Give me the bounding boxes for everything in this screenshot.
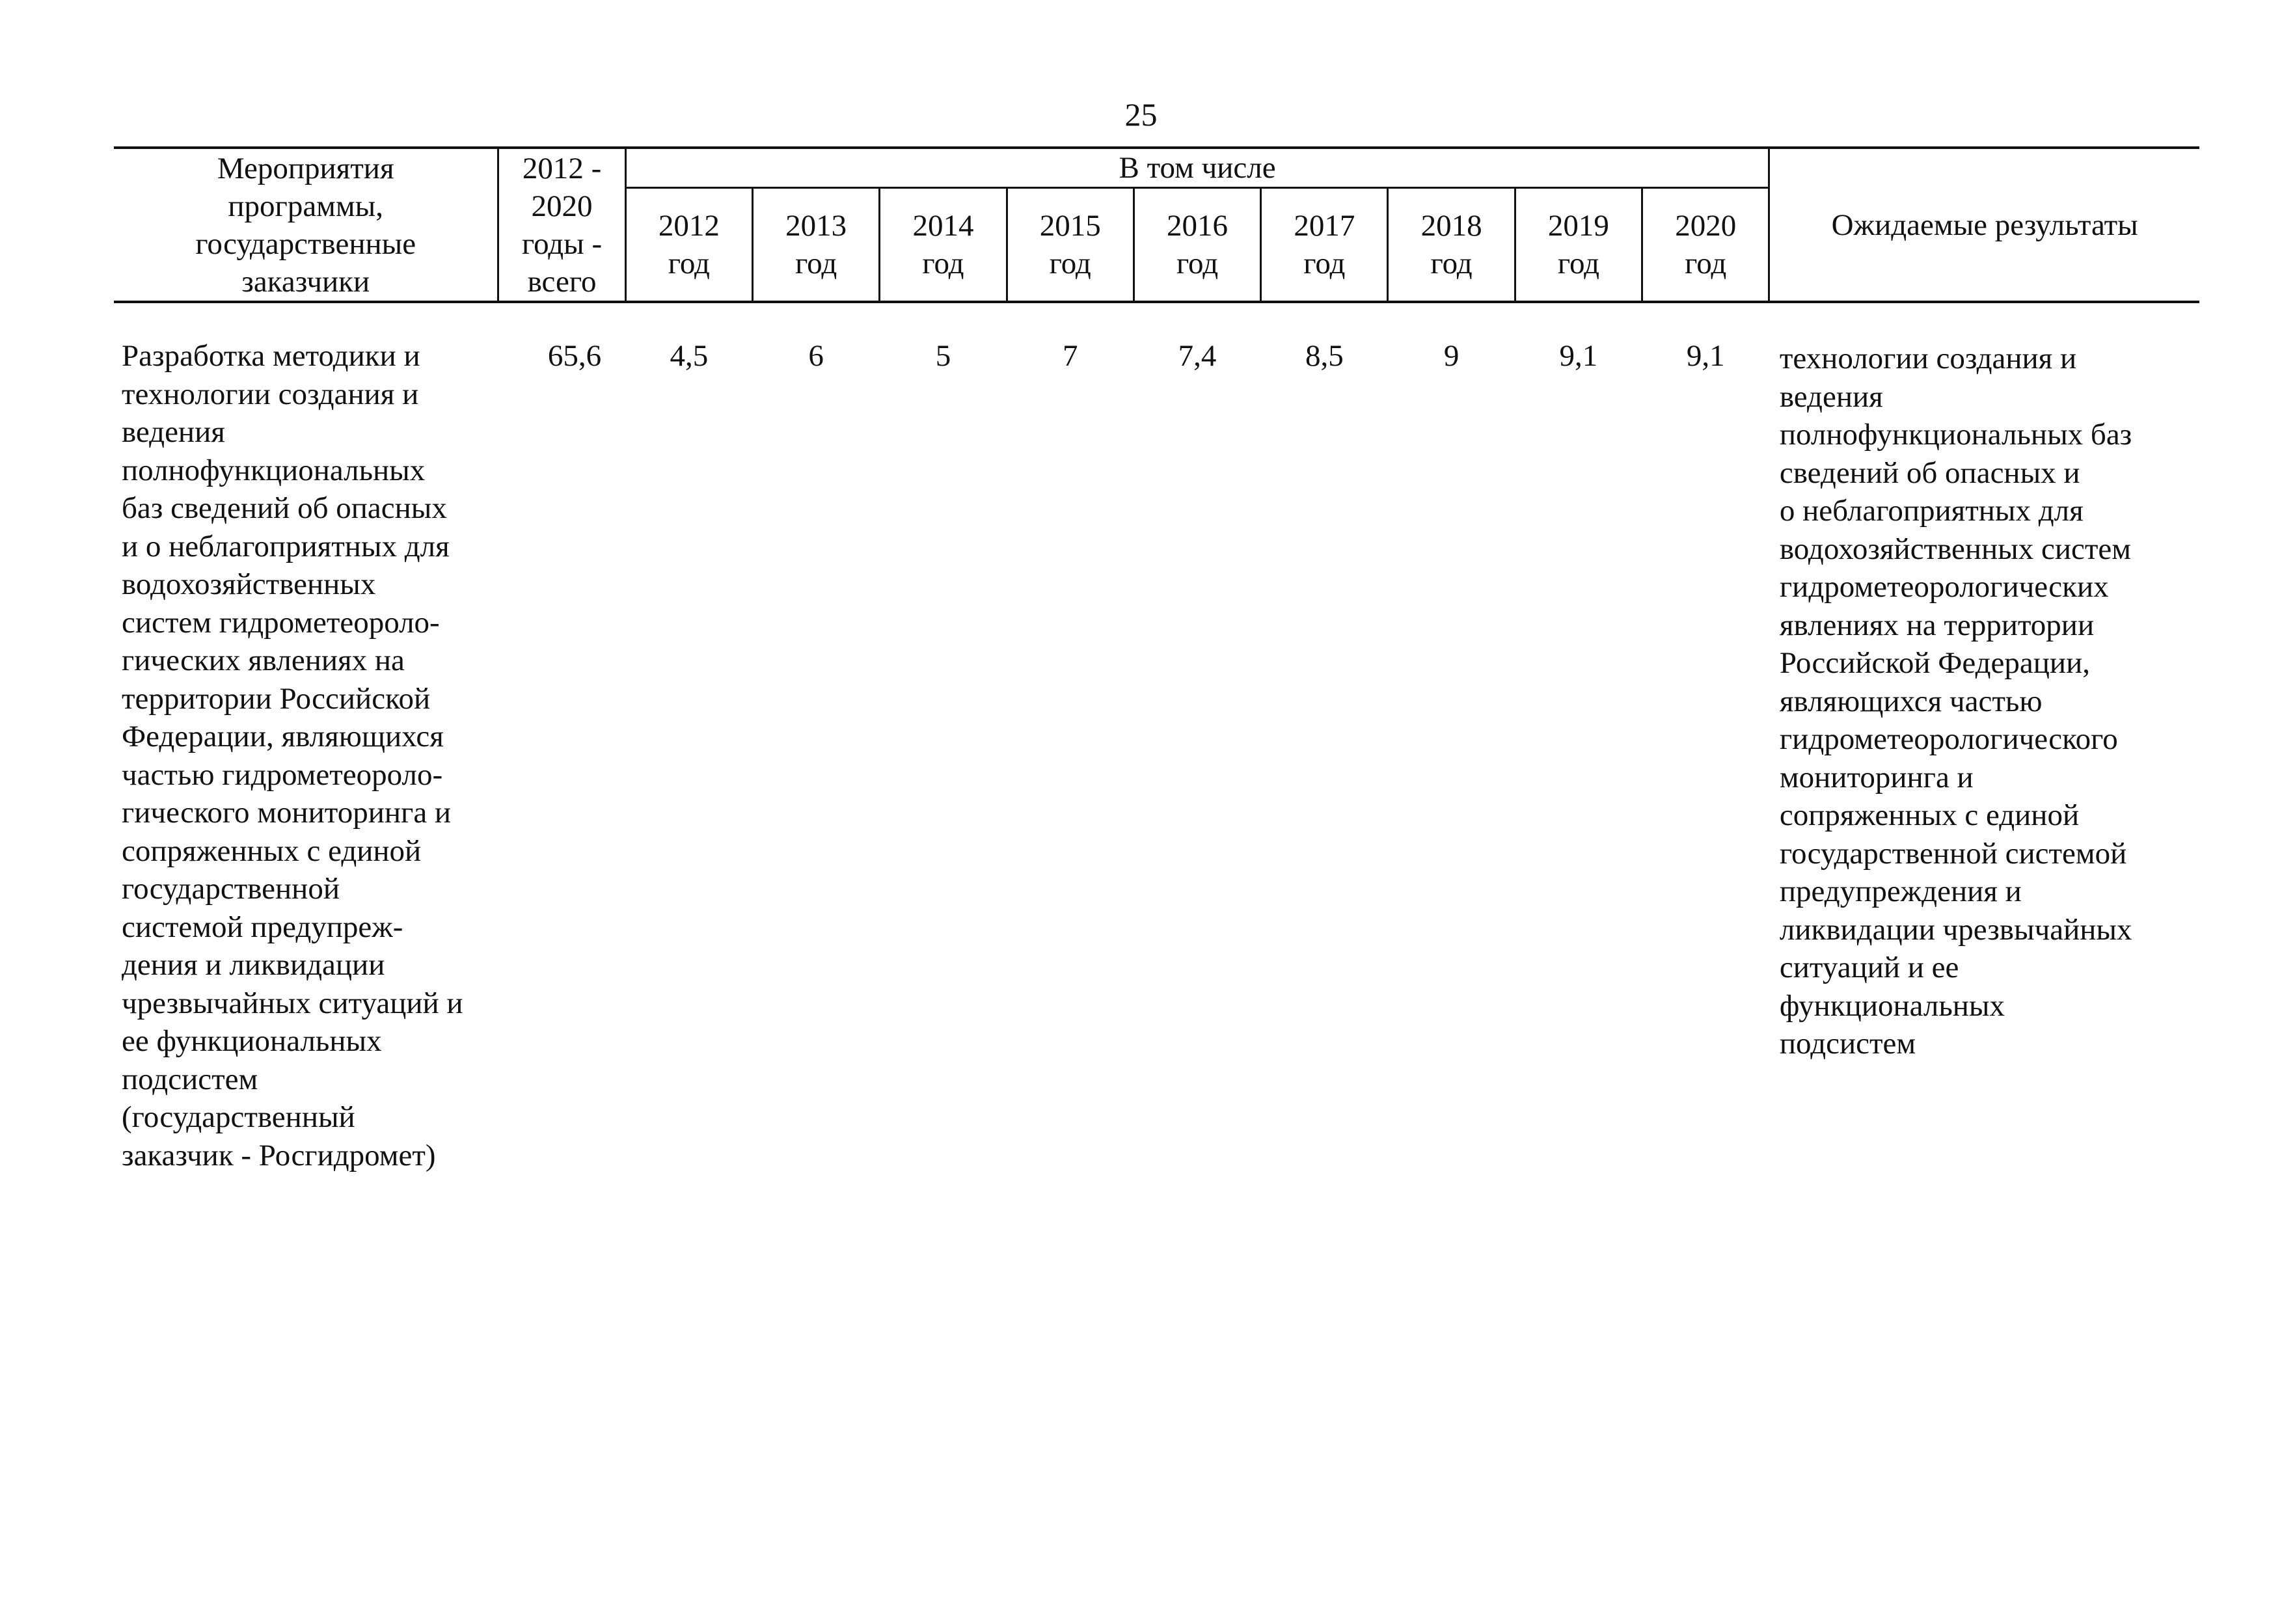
header-year-2013: 2013 год (753, 188, 880, 303)
header-including: В том числе (625, 148, 1769, 188)
header-year-2019: 2019 год (1515, 188, 1642, 303)
value-total: 65,6 (547, 339, 602, 373)
value-2018: 9 (1443, 339, 1460, 373)
header-measures: Мероприятия программы, государственные заказчики (114, 148, 498, 302)
page-number: 25 (1124, 96, 1158, 133)
header-year-2014: 2014 год (880, 188, 1007, 303)
expected-result: технологии создания и ведения полнофункциональных баз сведений об опасных и о неблагоприятных для водохозяйственных систем гидрометеорологических явлениях на территории Российской Федерации, являющихся частью гидрометеорологического мониторинга и сопряженных с единой государственной системой предупреждения и ликвидации чрезвычайных ситуаций и ее функциональных подсистем (1779, 342, 2132, 1061)
value-2013: 6 (808, 339, 824, 373)
value-2020: 9,1 (1686, 339, 1725, 373)
value-2015: 7 (1062, 339, 1078, 373)
measure-description: Разработка методики и технологии создания и ведения полнофункциональных баз сведений об опасных и о неблагоприятных для водохозяйственных систем гидрометеороло- гических явлениях на территории Российской Федерации, являющихся частью гидрометеороло- гического мониторинга и сопряженных с единой государственной системой предупреж- дения и ликвидации чрезвычайных ситуаций и ее функциональных подсистем (государственный заказчик - Росгидромет) (122, 339, 463, 1172)
value-2017: 8,5 (1305, 339, 1344, 373)
header-year-2020: 2020 год (1642, 188, 1769, 303)
header-year-2017: 2017 год (1261, 188, 1388, 303)
value-2014: 5 (935, 339, 951, 373)
header-year-2015: 2015 год (1007, 188, 1134, 303)
value-2012: 4,5 (670, 339, 709, 373)
program-measures-table (114, 146, 2199, 1175)
header-year-2012: 2012 год (625, 188, 752, 303)
header-expected-results: Ожидаемые результаты (1769, 148, 2199, 302)
header-year-2018: 2018 год (1388, 188, 1515, 303)
header-year-2016: 2016 год (1134, 188, 1260, 303)
value-2019: 9,1 (1559, 339, 1598, 373)
value-2016: 7,4 (1178, 339, 1217, 373)
header-total: 2012 - 2020 годы - всего (498, 148, 625, 302)
table-row (114, 302, 2199, 1175)
